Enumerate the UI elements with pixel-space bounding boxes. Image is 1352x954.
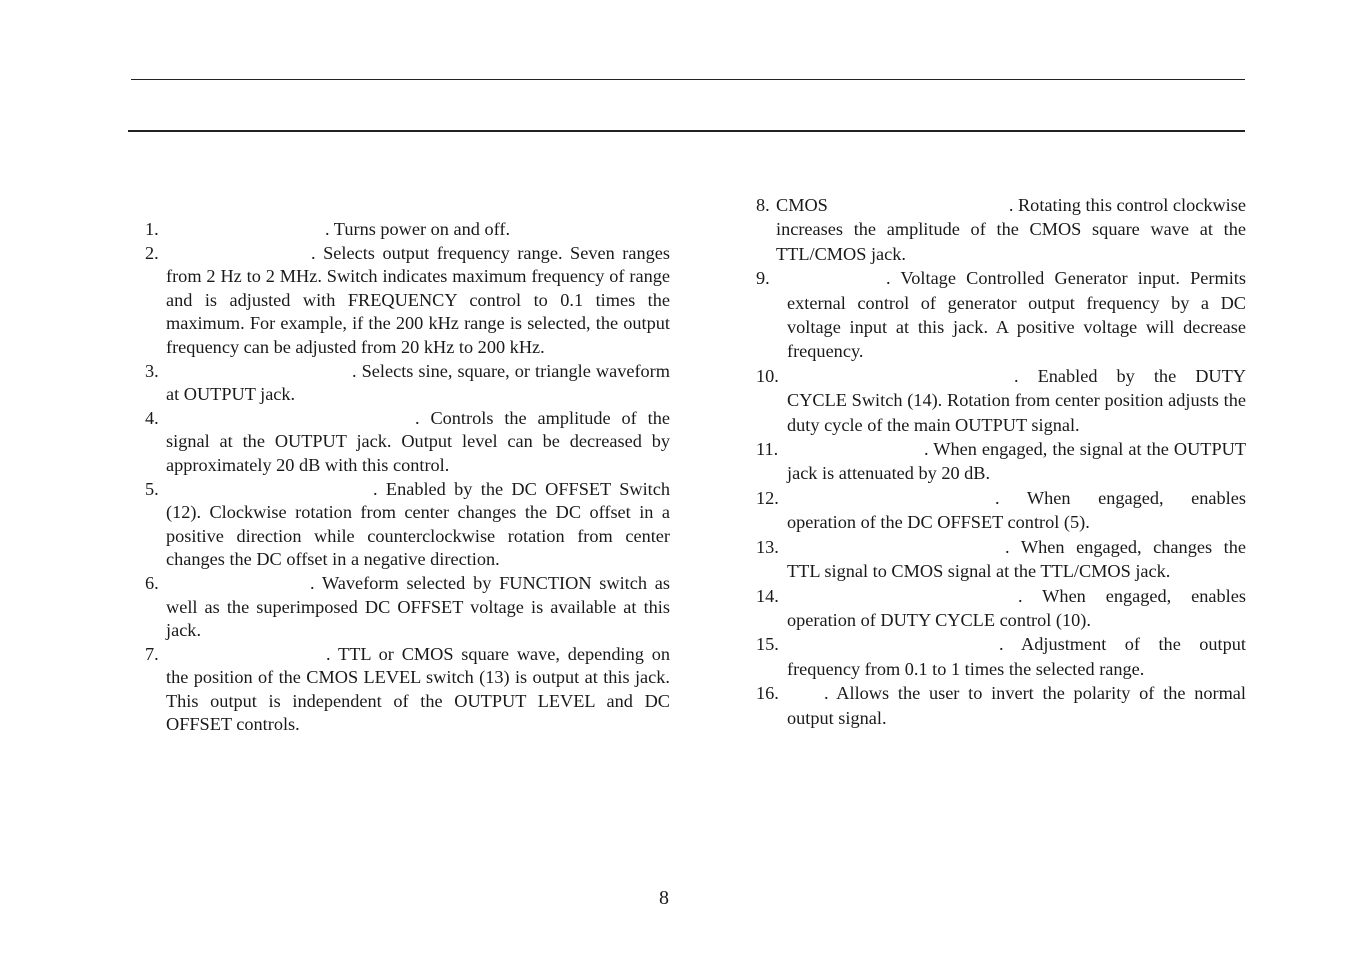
item-text: . Voltage Controlled Generator input. Permits external control of generator output frequency by a DC voltage input at this jack. A positive voltage will decrease frequency. (787, 268, 1246, 362)
item-text: . When engaged, changes the TTL signal to CMOS signal at the TTL/CMOS jack. (787, 536, 1246, 582)
item-number: 8. (756, 195, 770, 215)
item-number: 13. (756, 536, 779, 557)
list-item (756, 437, 1246, 486)
item-text: . TTL or CMOS square wave, depending on the position of the CMOS LEVEL switch (13) is output at this jack. This output is independent of the OUTPUT LEVEL and DC OFFSET controls. (166, 643, 670, 735)
list-item (145, 242, 670, 360)
list-item (145, 572, 670, 643)
item-number: 2. (145, 242, 159, 263)
item-number: 6. (145, 572, 159, 593)
item-number: 3. (145, 360, 159, 381)
item-number: 9. (756, 268, 770, 289)
item-text: . Allows the user to invert the polarity of the normal output signal. (787, 683, 1246, 728)
right-column (756, 193, 1246, 730)
item-text: CMOS (776, 195, 828, 215)
item-number: 4. (145, 407, 159, 428)
item-number: 15. (756, 634, 779, 655)
item-text: . Selects sine, square, or triangle waveform at OUTPUT jack. (166, 360, 670, 405)
item-number: 1. (145, 219, 159, 239)
item-text: . Rotating this control clockwise increases the amplitude of the CMOS square wave at the TTL/CMOS jack. (776, 195, 1246, 264)
item-text: . Selects output frequency range. Seven ranges from 2 Hz to 2 MHz. Switch indicates maximum frequency of range and is adjusted with FREQUENCY control to 0.1 times the maximum. For example, if the 200 kHz range is selected, the output frequency can be adjusted from 20 kHz to 200 kHz. (166, 242, 670, 357)
list-item (756, 632, 1246, 681)
list-item (756, 193, 1246, 266)
list-item (756, 535, 1246, 584)
header-rule-bottom (128, 130, 1245, 132)
item-number: 14. (756, 585, 779, 606)
left-column (145, 218, 670, 737)
item-text: . When engaged, enables operation of DUTY CYCLE control (10). (787, 585, 1246, 630)
list-item (756, 584, 1246, 633)
item-text: . When engaged, enables operation of the DC OFFSET control (5). (787, 487, 1246, 533)
item-number: 16. (756, 683, 779, 704)
list-item (145, 360, 670, 407)
list-item (145, 478, 670, 572)
item-text: . Controls the amplitude of the signal at the OUTPUT jack. Output level can be decreased by approximately 20 dB with this control. (166, 407, 670, 475)
list-item (756, 486, 1246, 535)
item-number: 5. (145, 478, 159, 499)
page-number: 8 (659, 887, 669, 909)
item-number: 7. (145, 643, 159, 664)
item-number: 11. (756, 439, 779, 460)
list-item (145, 218, 670, 242)
list-item (756, 681, 1246, 730)
item-text: . Enabled by the DC OFFSET Switch (12). Clockwise rotation from center changes the DC offset in a positive direction while counterclockwise rotation from center changes the DC offset in a negative direction. (166, 478, 670, 570)
item-text: . Enabled by the DUTY CYCLE Switch (14). Rotation from center position adjusts the duty cycle of the main OUTPUT signal. (787, 365, 1246, 435)
list-item (756, 266, 1246, 364)
item-text: . When engaged, the signal at the OUTPUT jack is attenuated by 20 dB. (787, 439, 1246, 484)
list-item (756, 364, 1246, 437)
item-text: . Waveform selected by FUNCTION switch as well as the superimposed DC OFFSET voltage is available at this jack. (166, 572, 670, 641)
item-number: 10. (756, 365, 779, 386)
item-number: 12. (756, 487, 779, 508)
item-text: . Turns power on and off. (325, 219, 511, 239)
item-text: . Adjustment of the output frequency from 0.1 to 1 times the selected range. (787, 634, 1246, 679)
list-item (145, 407, 670, 478)
list-item (145, 643, 670, 737)
header-rule-top (131, 79, 1245, 80)
